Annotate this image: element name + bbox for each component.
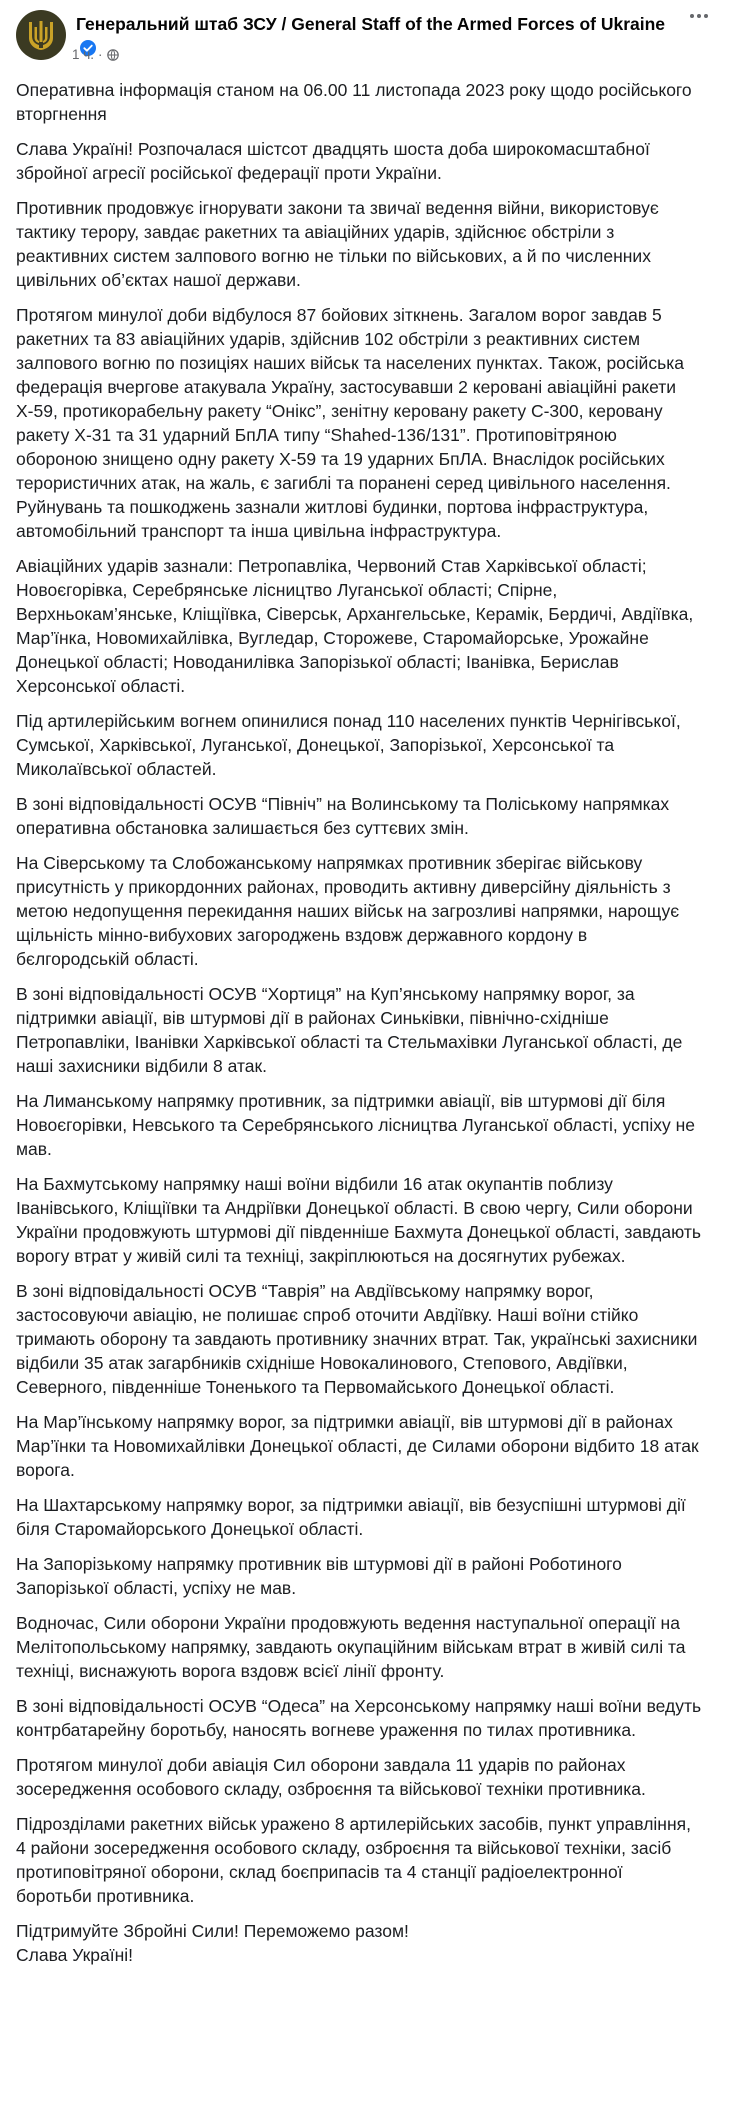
paragraph: Підрозділами ракетних військ уражено 8 артилерійських засобів, пункт управління, 4 райони зосередження особового складу, озброєння та військової техніки, засіб протиповітряної оборони, склад боєприпасів та 4 станції радіоелектронної боротьби противника. [16,1814,691,1906]
closing-line: Слава Україні! [16,1945,134,1965]
paragraph-title: Оперативна інформація станом на 06.00 11 листопада 2023 року щодо російського вторгнення [16,80,692,124]
paragraph: В зоні відповідальності ОСУВ “Хортиця” на Куп’янському напрямку ворог, за підтримки авіації, вів штурмові дії в районах Синьківки, північно-східніше Петропавліки, Іванівки Харківської області та Стельмахівки Луганської області, де наші захисники відбили 8 атак. [16,984,683,1076]
paragraph: Противник продовжує ігнорувати закони та звичаї ведення війни, використовує тактику терору, завдає ракетних та авіаційних ударів, здійснює обстріли з реактивних систем залпового вогню не тільки по військових, а й по численних цивільних об’єктах нашої держави. [16,198,659,290]
paragraph: На Запорізькому напрямку противник вів штурмові дії в районі Роботиного Запорізької області, успіху не мав. [16,1554,622,1598]
paragraph: Водночас, Сили оборони України продовжують ведення наступальної операції на Мелітопольському напрямку, завдають окупаційним військам втрат в живій силі та техніці, виснажують ворога вздовж всієї лінії фронту. [16,1613,686,1681]
page-name-link[interactable]: Генеральний штаб ЗСУ / General Staff of the Armed Forces of Ukraine [76,14,666,34]
paragraph: Авіаційних ударів зазнали: Петропавліка, Червоний Став Харківської області; Новоєгорівка, Серебрянське лісництво Луганської області; Спірне, Верхньокам’янське, Кліщіївка, Сіверськ, Архангельське, Керамік, Бердичі, Авдіївка, Мар’їнка, Новомихайлівка, Вугледар, Сторожеве, Старомайорське, Урожайне Донецької області; Новоданилівка Запорізької області; Іванівка, Берислав Херсонської області. [16,556,694,696]
paragraph: Слава Україні! Розпочалася шістсот двадцять шоста доба широкомасштабної збройної агресії російської федерації проти України. [16,139,650,183]
closing-line: Підтримуйте Збройні Сили! Переможемо разом! [16,1921,409,1941]
paragraph: На Сіверському та Слобожанському напрямках противник зберігає військову присутність у прикордонних районах, проводить активну диверсійну діяльність з метою недопущення перекидання наших військ на загрозливі напрямки, нарощує щільність мінно-вибухових загороджень вздовж державного кордону в бєлгородській області. [16,853,680,969]
paragraph: Протягом минулої доби авіація Сил оборони завдала 11 ударів по районах зосередження особового складу, озброєння та військової техніки противника. [16,1755,646,1799]
timestamp-link[interactable]: 1 ч. [72,47,95,62]
paragraph: В зоні відповідальності ОСУВ “Одеса” на Херсонському напрямку наші воїни ведуть контрбатарейну боротьбу, наносять вогневе ураження по тилах противника. [16,1696,702,1740]
ellipsis-icon [690,14,694,18]
page-name-line [76,12,681,60]
meta-separator: · [98,47,103,62]
post-header [16,10,717,60]
more-options-button[interactable] [681,10,717,44]
paragraph: Протягом минулої доби відбулося 87 бойових зіткнень. Загалом ворог завдав 5 ракетних та 83 авіаційних ударів, здійснив 102 обстріли з реактивних систем залпового вогню по позиціях наших військ та населених пунктах. Також, російська федерація вчергове атакувала Україну, застосувавши 2 керовані авіаційні ракети Х-59, протикорабельну ракету “Онікс”, зенітну керовану ракету С-300, керовану ракету Х-31 та 31 ударний БпЛА типу “Shahed-136/131”. Протиповітряною обороною знищено одну ракету Х-59 та 19 ударних БпЛА. Внаслідок російських терористичних атак, на жаль, є загиблі та поранені серед цивільного населення. Руйнувань та пошкоджень зазнали житлові будинки, портова інфраструктура, автомобільний транспорт та інша цивільна інфраструктура. [16,305,684,541]
paragraph: На Мар’їнському напрямку ворог, за підтримки авіації, вів штурмові дії в районах Мар’їнки та Новомихайлівки Донецької області, де Силами оборони відбито 18 атак ворога. [16,1412,699,1480]
paragraph: На Бахмутському напрямку наші воїни відбили 16 атак окупантів поблизу Іванівського, Кліщіївки та Андріївки Донецької області. В свою чергу, Сили оборони України продовжують штурмові дії південніше Бахмута Донецької області, завдають ворогу втрат у живій силі та техніці, закріплюються на досягнутих рубежах. [16,1174,701,1266]
paragraph: В зоні відповідальності ОСУВ “Таврія” на Авдіївському напрямку ворог, застосовуючи авіацію, не полишає спроб оточити Авдіївку. Наші воїни стійко тримають оборону та завдають противнику значних втрат. Так, українські захисники відбили 35 атак загарбників східніше Новокалинового, Степового, Авдіївки, Северного, південніше Тоненького та Первомайського Донецької області. [16,1281,698,1397]
paragraph: На Лиманському напрямку противник, за підтримки авіації, вів штурмові дії біля Новоєгорівки, Невського та Серебрянського лісництва Луганської області, успіху не мав. [16,1091,695,1159]
post-body [16,78,717,1967]
trident-emblem-icon [24,18,58,52]
paragraph: На Шахтарському напрямку ворог, за підтримки авіації, вів безуспішні штурмові дії біля Старомайорського Донецької області. [16,1495,686,1539]
paragraph: Під артилерійським вогнем опинилися понад 110 населених пунктів Чернігівської, Сумської, Харківської, Луганської, Донецької, Запорізької, Херсонської та Миколаївської областей. [16,711,681,779]
post-header-text [76,10,681,60]
avatar[interactable] [16,10,66,60]
globe-icon[interactable] [107,49,119,61]
paragraph: В зоні відповідальності ОСУВ “Північ” на Волинському та Поліському напрямках оперативна обстановка залишається без суттєвих змін. [16,794,670,838]
